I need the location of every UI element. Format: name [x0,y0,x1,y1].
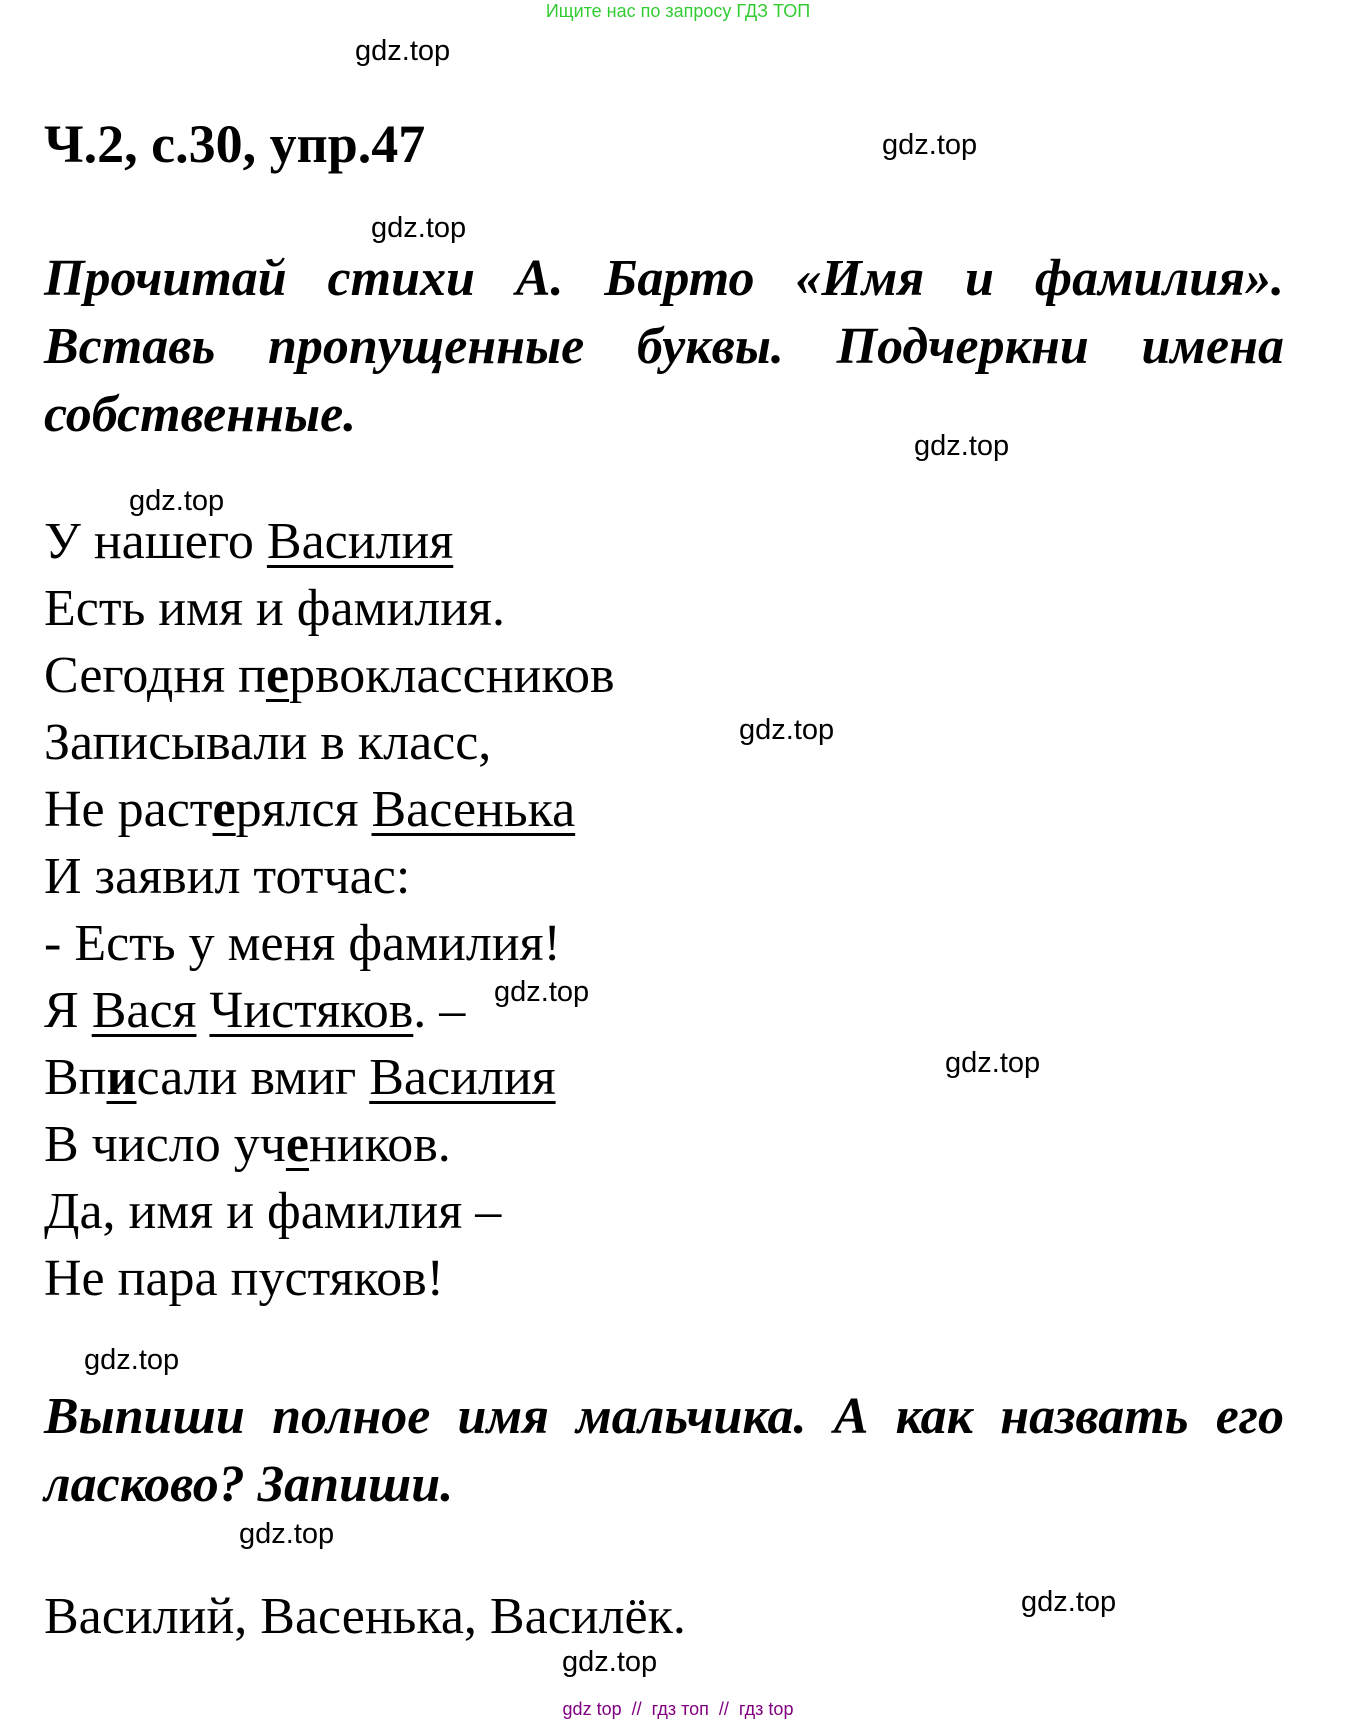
top-banner-link[interactable]: Ищите нас по запросу ГДЗ ТОП [545,1,811,21]
poem-line: Не пара пустяков! [44,1250,444,1307]
watermark: gdz.top [739,714,835,746]
poem-text: рвоклассников [289,647,615,704]
watermark: gdz.top [84,1344,180,1376]
watermark: gdz.top [239,1518,335,1550]
bottom-banner-link[interactable]: gdz top // гдз топ // гдз top [562,1699,794,1719]
proper-name: Василия [369,1049,556,1106]
instruction-read-poem: Прочитай стихи А. Барто «Имя и фамилия». Вставь пропущенные буквы. Подчеркни имена собственные. [44,250,1284,443]
poem-line [44,977,615,1044]
poem-text: рялся [235,781,372,838]
watermark: gdz.top [355,35,451,67]
poem-line [44,1044,615,1111]
poem-text [196,982,209,1039]
watermark: gdz.top [371,212,467,244]
poem-text: сали вмиг [136,1049,370,1106]
poem-line: Да, имя и фамилия – [44,1183,502,1240]
poem-text: Вп [44,1049,107,1106]
watermark: gdz.top [945,1047,1041,1079]
poem-line: Записывали в класс, [44,714,492,771]
watermark: gdz.top [1021,1586,1117,1618]
inserted-letter: е [285,1116,309,1173]
watermark: gdz.top [914,430,1010,462]
poem-line [44,642,615,709]
poem-line [44,776,615,843]
poem-line [44,1111,615,1178]
proper-name: Чистяков [209,982,414,1039]
inserted-letter: е [212,781,236,838]
poem-text: Сегодня п [44,647,266,704]
watermark: gdz.top [882,129,978,161]
inserted-letter: е [265,647,290,704]
poem-text: Я [44,982,92,1039]
proper-name: Васенька [371,781,576,838]
poem-line: Есть имя и фамилия. [44,580,505,637]
answer-text: Василий, Васенька, Василёк. [44,1588,686,1645]
proper-name: Василия [266,513,454,570]
poem [44,508,615,1312]
poem-text: . – [413,982,466,1039]
watermark: gdz.top [562,1646,658,1678]
poem-text: У нашего [44,513,267,570]
instruction-write-name: Выпиши полное имя мальчика. А как назвать его ласково? Запиши. [44,1388,1284,1513]
poem-line [44,508,615,575]
exercise-heading: Ч.2, с.30, упр.47 [44,114,426,174]
inserted-letter: и [106,1049,137,1106]
watermark: gdz.top [494,976,590,1008]
poem-line: И заявил тотчас: [44,848,411,905]
poem-line: - Есть у меня фамилия! [44,915,561,972]
poem-text: Не раст [44,781,213,838]
poem-text: В число уч [44,1116,286,1173]
proper-name: Вася [91,982,197,1039]
poem-text: ников. [308,1116,451,1173]
watermark: gdz.top [129,485,225,517]
